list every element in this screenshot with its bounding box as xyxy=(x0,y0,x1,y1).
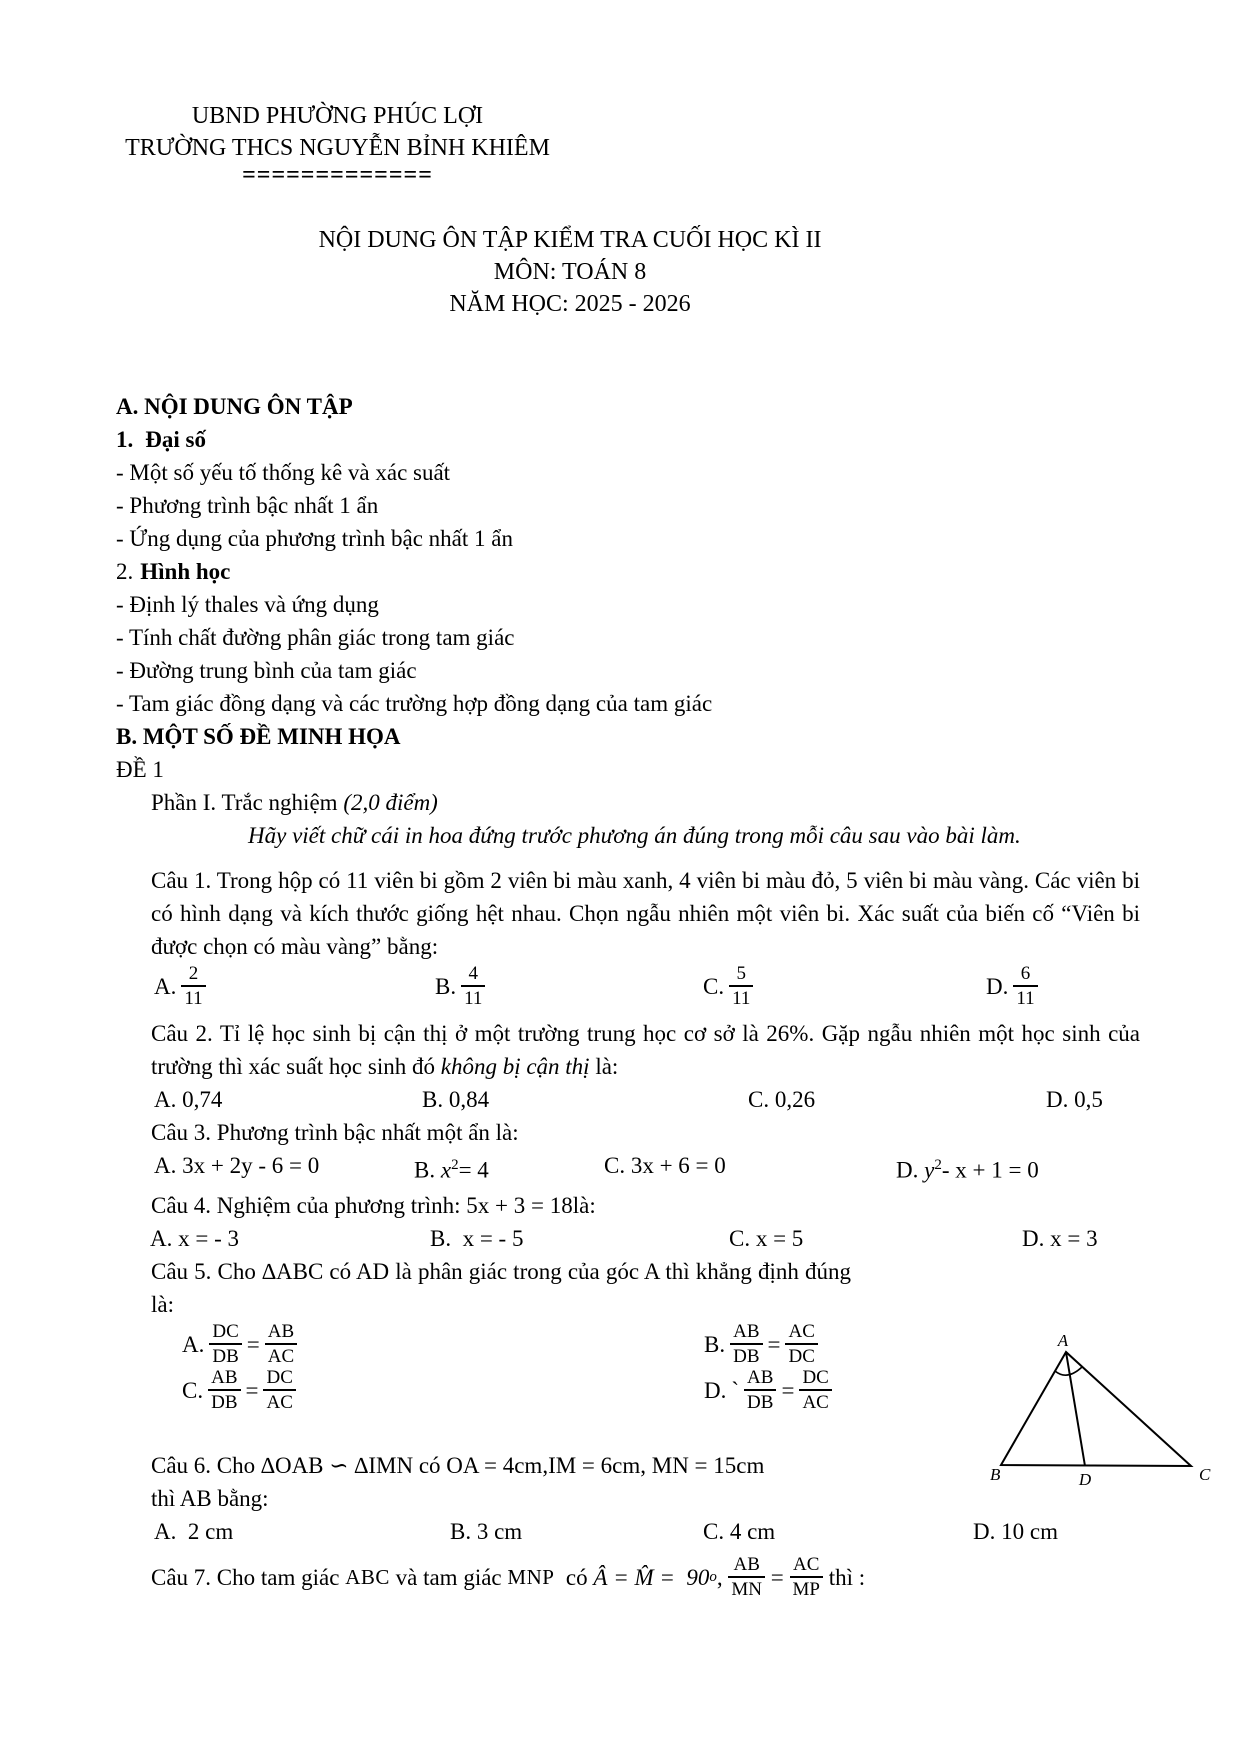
option-c: C. 3x + 6 = 0 xyxy=(604,1153,726,1178)
instruction-text: Hãy viết chữ cái in hoa đứng trước phương án đúng trong mỗi câu sau vào bài làm. xyxy=(248,823,1021,848)
vertex-label-c: C xyxy=(1199,1465,1211,1484)
exam-label: ĐỀ 1 xyxy=(116,757,164,782)
question-6-text: Câu 6. Cho ∆OAB ∽ ∆IMN có OA = 4cm,IM = 6cm, MN = 15cm thì AB bằng: xyxy=(151,1453,765,1511)
fraction: $\frac{5}{11}$ xyxy=(729,963,753,1009)
option-a: A. $\frac{DC}{DB}$ = $\frac{AB}{AC}$ xyxy=(182,1321,297,1367)
geometry-heading xyxy=(116,555,1156,588)
fraction: $\frac{AC}{MP}$ xyxy=(790,1554,823,1600)
fraction: $\frac{AB}{DB}$ xyxy=(730,1321,762,1367)
fraction: $\frac{2}{11}$ xyxy=(181,963,205,1009)
letterhead xyxy=(105,100,570,186)
question-7-text: Câu 7. Cho tam giác ABC và tam giác MNP có Â = M̂ = 90 o , $\frac{AB}{MN}$ = $\frac{AC}{MP}$ thì : xyxy=(151,1554,866,1600)
option-b: B. x = - 5 xyxy=(430,1226,524,1251)
option-d: D. $y^2-$ x + 1 = 0 xyxy=(896,1157,1039,1183)
fraction: $\frac{AB}{AC}$ xyxy=(265,1321,297,1367)
geometry-item: - Tính chất đường phân giác trong tam giác xyxy=(116,625,515,650)
question-1-text: Câu 1. Trong hộp có 11 viên bi gồm 2 viên bi màu xanh, 4 viên bi màu đỏ, 5 viên bi màu vàng. Các viên bi có hình dạng và kích thước giống hệt nhau. Chọn ngẫu nhiên một viên bi. Xác suất của biến cố “Viên bi được chọn có màu vàng” bằng: xyxy=(151,868,1140,959)
letterhead-school: TRƯỜNG THCS NGUYỄN BỈNH KHIÊM xyxy=(125,135,550,161)
option-b: B. 3 cm xyxy=(450,1519,523,1544)
question-4-text: Câu 4. Nghiệm của phương trình: 5x + 3 = 18là: xyxy=(151,1193,596,1218)
fraction: $\frac{AB}{DB}$ xyxy=(208,1367,240,1413)
algebra-item: - Phương trình bậc nhất 1 ẩn xyxy=(116,493,379,518)
geometry-number: 2. xyxy=(116,559,134,584)
title-line-1: NỘI DUNG ÔN TẬP KIỂM TRA CUỐI HỌC KÌ II xyxy=(318,227,822,253)
option-d: D. 0,5 xyxy=(1046,1087,1103,1112)
option-a: A. 0,74 xyxy=(154,1087,223,1112)
question-2-options xyxy=(116,1083,1156,1116)
option-c: C. 0,26 xyxy=(748,1087,816,1112)
option-c: C. $\frac{AB}{DB}$ = $\frac{DC}{AC}$ xyxy=(182,1367,296,1413)
algebra-heading xyxy=(116,423,1156,456)
triangle-figure xyxy=(985,1335,1215,1487)
option-d: D. x = 3 xyxy=(1022,1226,1098,1251)
part-1-heading xyxy=(151,786,1156,819)
option-c: C. $\frac{5}{11}$ xyxy=(703,963,753,1009)
vertex-label-a: A xyxy=(1057,1335,1069,1350)
section-a-heading: A. NỘI DUNG ÔN TẬP xyxy=(116,394,353,419)
part-1-label: Phần I. Trắc nghiệm xyxy=(151,790,344,815)
option-b: B. $\frac{AB}{DB}$ = $\frac{AC}{DC}$ xyxy=(704,1321,818,1367)
triangle-abc-svg xyxy=(985,1335,1215,1487)
geometry-item: - Đường trung bình của tam giác xyxy=(116,658,417,683)
question-3-text: Câu 3. Phương trình bậc nhất một ẩn là: xyxy=(151,1120,519,1145)
geometry-title: Hình học xyxy=(140,559,231,584)
geometry-item: - Tam giác đồng dạng và các trường hợp đồng dạng của tam giác xyxy=(116,691,713,716)
algebra-number: 1. xyxy=(116,427,134,452)
title-line-3: NĂM HỌC: 2025 - 2026 xyxy=(449,291,691,317)
bisector-ad xyxy=(1066,1352,1085,1466)
question-5-text: Câu 5. Cho ∆ABC có AD là phân giác trong của góc A thì khẳng định đúng là: xyxy=(151,1259,851,1317)
algebra-item: - Ứng dụng của phương trình bậc nhất 1 ẩn xyxy=(116,526,513,551)
option-d: D. $\frac{6}{11}$ xyxy=(986,963,1038,1009)
option-a: A. 3x + 2y - 6 = 0 xyxy=(154,1153,320,1178)
letterhead-org: UBND PHƯỜNG PHÚC LỢI xyxy=(191,103,484,129)
question-4-options xyxy=(116,1222,1156,1255)
angle-equation: Â = M̂ = 90 xyxy=(593,1564,710,1590)
algebra-item: - Một số yếu tố thống kê và xác suất xyxy=(116,460,451,485)
fraction: $\frac{DC}{AC}$ xyxy=(799,1367,831,1413)
fraction: $\frac{DC}{DB}$ xyxy=(209,1321,241,1367)
fraction: $\frac{AB}{MN}$ xyxy=(728,1554,765,1600)
option-d: D. 10 cm xyxy=(973,1519,1058,1544)
question-3-options xyxy=(116,1149,1156,1189)
question-1-options xyxy=(116,963,1156,1017)
title-line-2: MÔN: TOÁN 8 xyxy=(493,259,647,285)
fraction: $\frac{AB}{DB}$ xyxy=(744,1367,776,1413)
fraction: $\frac{DC}{AC}$ xyxy=(263,1367,295,1413)
fraction: $\frac{AC}{DC}$ xyxy=(785,1321,817,1367)
option-b: B. 0,84 xyxy=(422,1087,490,1112)
option-a: A. $\frac{2}{11}$ xyxy=(154,963,206,1009)
document-title xyxy=(0,224,1140,320)
option-c: C. 4 cm xyxy=(703,1519,776,1544)
option-b: B. $\frac{4}{11}$ xyxy=(435,963,485,1009)
option-b: B. $x^2= 4$ xyxy=(414,1157,489,1183)
part-1-points: (2,0 điểm) xyxy=(343,790,438,815)
triangle-outline xyxy=(1001,1352,1191,1466)
option-a: A. x = - 3 xyxy=(150,1226,239,1251)
question-6-options xyxy=(116,1515,1156,1548)
option-d: D. ` $\frac{AB}{DB}$ = $\frac{DC}{AC}$ xyxy=(704,1367,832,1413)
letterhead-divider: ============= xyxy=(242,162,433,188)
question-2-text: Câu 2. Tỉ lệ học sinh bị cận thị ở một trường trung học cơ sở là 26%. Gặp ngẫu nhiên một học sinh của trường thì xác suất học sinh đó không bị cận thị là: xyxy=(151,1021,1140,1079)
point-label-d: D xyxy=(1078,1470,1092,1487)
section-b-heading: B. MỘT SỐ ĐỀ MINH HỌA xyxy=(116,724,401,749)
geometry-item: - Định lý thales và ứng dụng xyxy=(116,592,379,617)
fraction: $\frac{4}{11}$ xyxy=(461,963,485,1009)
vertex-label-b: B xyxy=(990,1465,1001,1484)
fraction: $\frac{6}{11}$ xyxy=(1013,963,1037,1009)
option-a: A. 2 cm xyxy=(154,1519,234,1544)
algebra-title: Đại số xyxy=(145,427,206,452)
option-c: C. x = 5 xyxy=(729,1226,804,1251)
